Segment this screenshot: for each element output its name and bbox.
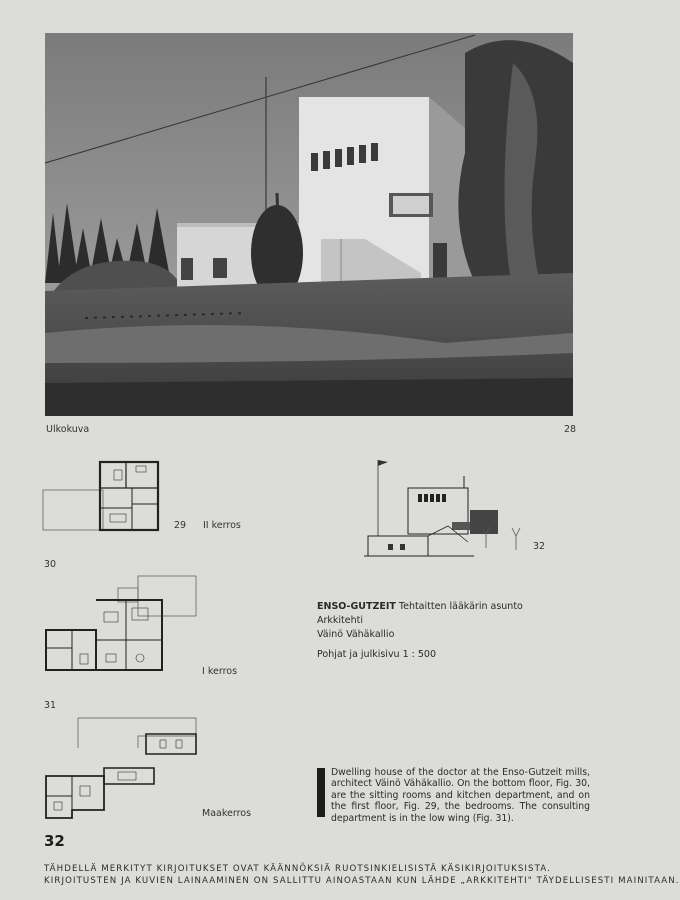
- elevation-number: 32: [533, 541, 546, 552]
- first-floor-plan: [42, 574, 200, 674]
- footer-line-1: TÄHDELLÄ MERKITYT KIRJOITUKSET OVAT KÄÄNNÖKSIÄ RUOTSINKIELISISTÄ KÄSIKIRJOITUKSISTA.: [44, 864, 551, 874]
- first-floor-label: I kerros: [202, 666, 238, 677]
- project-role: Arkkitehti: [317, 615, 364, 626]
- project-architect: Väinö Vähäkallio: [317, 629, 395, 640]
- summary-marker: [317, 768, 325, 817]
- page-number: 32: [44, 832, 65, 850]
- project-title-rest: Tehtaitten lääkärin asunto: [398, 601, 523, 612]
- elevation-drawing: [364, 456, 532, 560]
- second-floor-label: II kerros: [203, 520, 241, 531]
- english-summary: Dwelling house of the doctor at the Enso-Gutzeit mills, architect Väinö Vähäkallio. On the bottom floor, Fig. 30, are the sitting rooms and kitchen department, and on the first floor, Fig. 29, the bedrooms. The consulting department is in the low wing (Fig. 31).: [331, 767, 590, 824]
- footer-line-2: KIRJOITUSTEN JA KUVIEN LAINAAMINEN ON SALLITTU AINOASTAAN KUN LÄHDE „ARKKITEHTI" TÄYDELLISESTI MAINITAAN.: [44, 876, 680, 886]
- basement-number: 31: [44, 700, 57, 711]
- project-title: [317, 600, 523, 614]
- photo-number: 28: [564, 424, 577, 435]
- basement-label: Maakerros: [202, 808, 252, 819]
- photo-caption: Ulkokuva: [46, 424, 90, 435]
- first-floor-number: 30: [44, 559, 57, 570]
- project-scale: Pohjat ja julkisivu 1 : 500: [317, 649, 437, 660]
- exterior-photo: [45, 33, 573, 416]
- second-floor-plan: [42, 458, 164, 532]
- second-floor-number: 29: [174, 520, 187, 531]
- project-title-bold: ENSO-GUTZEIT: [317, 601, 396, 612]
- basement-plan: [42, 714, 200, 822]
